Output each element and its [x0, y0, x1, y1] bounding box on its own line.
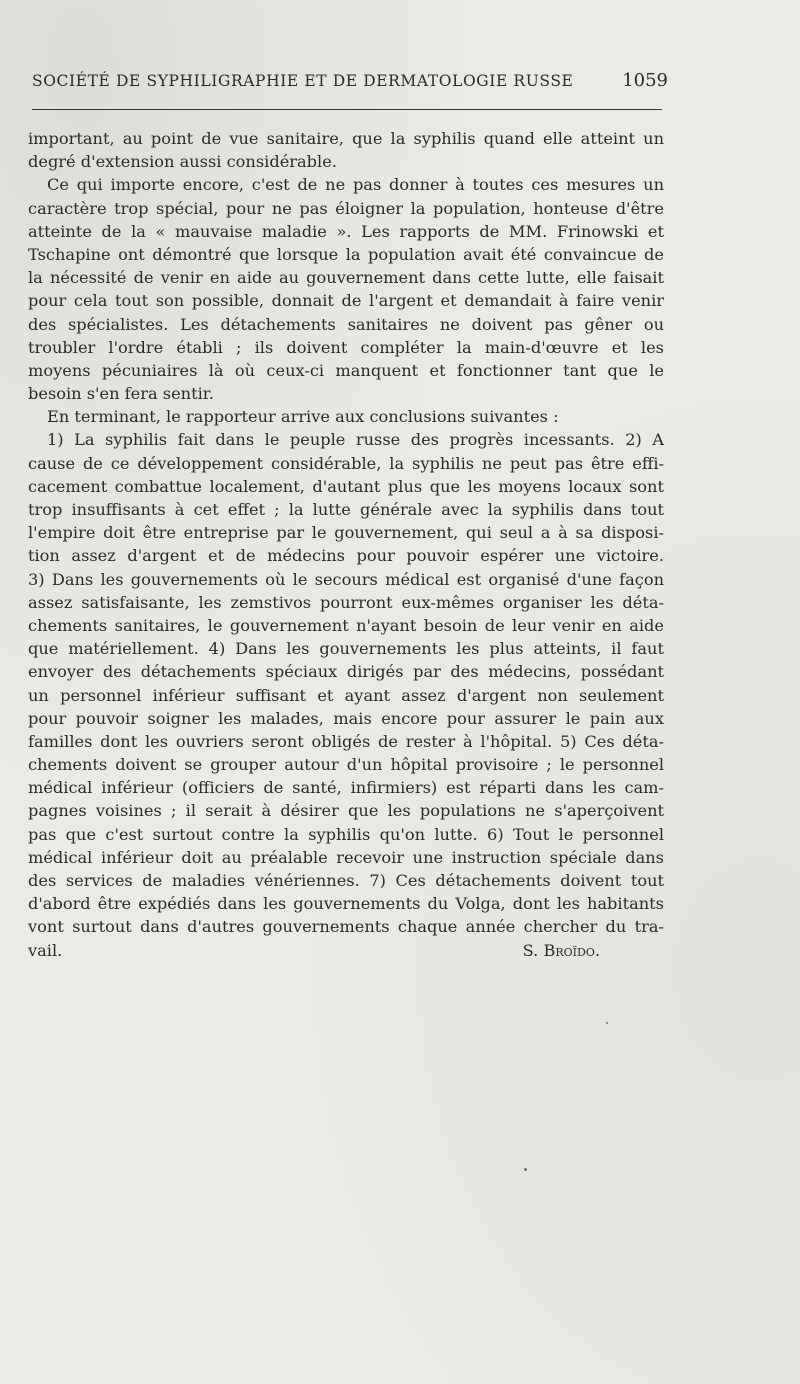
text-line: pas que c'est surtout contre la syphilis qu'on lutte. 6) Tout le personnel [28, 824, 664, 844]
text-line: 3) Dans les gouvernements où le secours médical est organisé d'une façon [28, 569, 664, 589]
text-line: trop insuffisants à cet effet ; la lutte générale avec la syphilis dans tout [28, 500, 664, 519]
text-line: chements sanitaires, le gouvernement n'ayant besoin de leur venir en aide [28, 615, 664, 635]
text-line: Ce qui importe encore, c'est de ne pas donner à toutes ces mesures un [47, 175, 664, 195]
text-line: pour cela tout son possible, donnait de l'argent et demandait à faire venir [28, 291, 664, 311]
text-line: l'empire doit être entreprise par le gouvernement, qui seul a à sa disposi- [28, 523, 664, 543]
text-line: En terminant, le rapporteur arrive aux conclusions suivantes : [47, 407, 559, 427]
text-line: 1) La syphilis fait dans le peuple russe des progrès incessants. 2) A [47, 430, 664, 450]
paper-speck [606, 1022, 608, 1024]
running-header [32, 72, 668, 96]
text-line: important, au point de vue sanitaire, que la syphilis quand elle atteint un [28, 129, 664, 148]
closing-line [28, 939, 664, 962]
text-line: besoin s'en fera sentir. [28, 384, 214, 404]
text-line: envoyer des détachements spéciaux dirigés par des médecins, possédant [28, 662, 664, 682]
text-line: degré d'extension aussi considérable. [28, 152, 337, 172]
text-line: caractère trop spécial, pour ne pas éloigner la population, honteuse d'être [28, 198, 664, 218]
article-body [28, 127, 664, 962]
text-line: cacement combattue localement, d'autant plus que les moyens locaux sont [28, 476, 664, 496]
text-line: des services de maladies vénériennes. 7) Ces détachements doivent tout [28, 871, 664, 890]
header-rule [32, 109, 662, 110]
closing-word: vail. [28, 940, 63, 960]
text-line: familles dont les ouvriers seront obligés de rester à l'hôpital. 5) Ces déta- [28, 731, 664, 751]
text-line: atteinte de la « mauvaise maladie ». Les rapports de MM. Frinowski et [28, 221, 664, 241]
text-line: pour pouvoir soigner les malades, mais encore pour assurer le pain aux [28, 708, 664, 728]
author-signature: S. Broïdo. [522, 940, 600, 960]
text-line: médical inférieur doit au préalable recevoir une instruction spéciale dans [28, 847, 664, 867]
text-line: assez satisfaisante, les zemstivos pourront eux-mêmes organiser les déta- [28, 592, 664, 612]
text-line: la nécessité de venir en aide au gouvernement dans cette lutte, elle faisait [28, 268, 664, 288]
text-line: chements doivent se grouper autour d'un hôpital provisoire ; le personnel [28, 755, 664, 775]
text-line: pagnes voisines ; il serait à désirer que les populations ne s'aperçoivent [28, 801, 664, 821]
text-line: d'abord être expédiés dans les gouvernements du Volga, dont les habitants [28, 894, 664, 914]
text-line: que matériellement. 4) Dans les gouvernements les plus atteints, il faut [28, 639, 664, 659]
text-line: des spécialistes. Les détachements sanitaires ne doivent pas gêner ou [28, 314, 664, 334]
text-line: médical inférieur (officiers de santé, infirmiers) est réparti dans les cam- [28, 778, 664, 798]
text-line: vont surtout dans d'autres gouvernements chaque année chercher du tra- [28, 917, 664, 937]
text-line: cause de ce développement considérable, la syphilis ne peut pas être effi- [28, 453, 664, 473]
page-number: 1059 [622, 70, 668, 91]
text-line: Tschapine ont démontré que lorsque la population avait été convaincue de [28, 244, 664, 264]
text-line: troubler l'ordre établi ; ils doivent compléter la main-d'œuvre et les [28, 337, 664, 357]
text-line: un personnel inférieur suffisant et ayant assez d'argent non seulement [28, 685, 664, 705]
paper-speck [524, 1168, 527, 1171]
text-line: tion assez d'argent et de médecins pour pouvoir espérer une victoire. [28, 546, 664, 566]
text-line: moyens pécuniaires là où ceux-ci manquent et fonctionner tant que le [28, 360, 664, 380]
header-title: SOCIÉTÉ DE SYPHILIGRAPHIE ET DE DERMATOLOGIE RUSSE [32, 72, 574, 90]
